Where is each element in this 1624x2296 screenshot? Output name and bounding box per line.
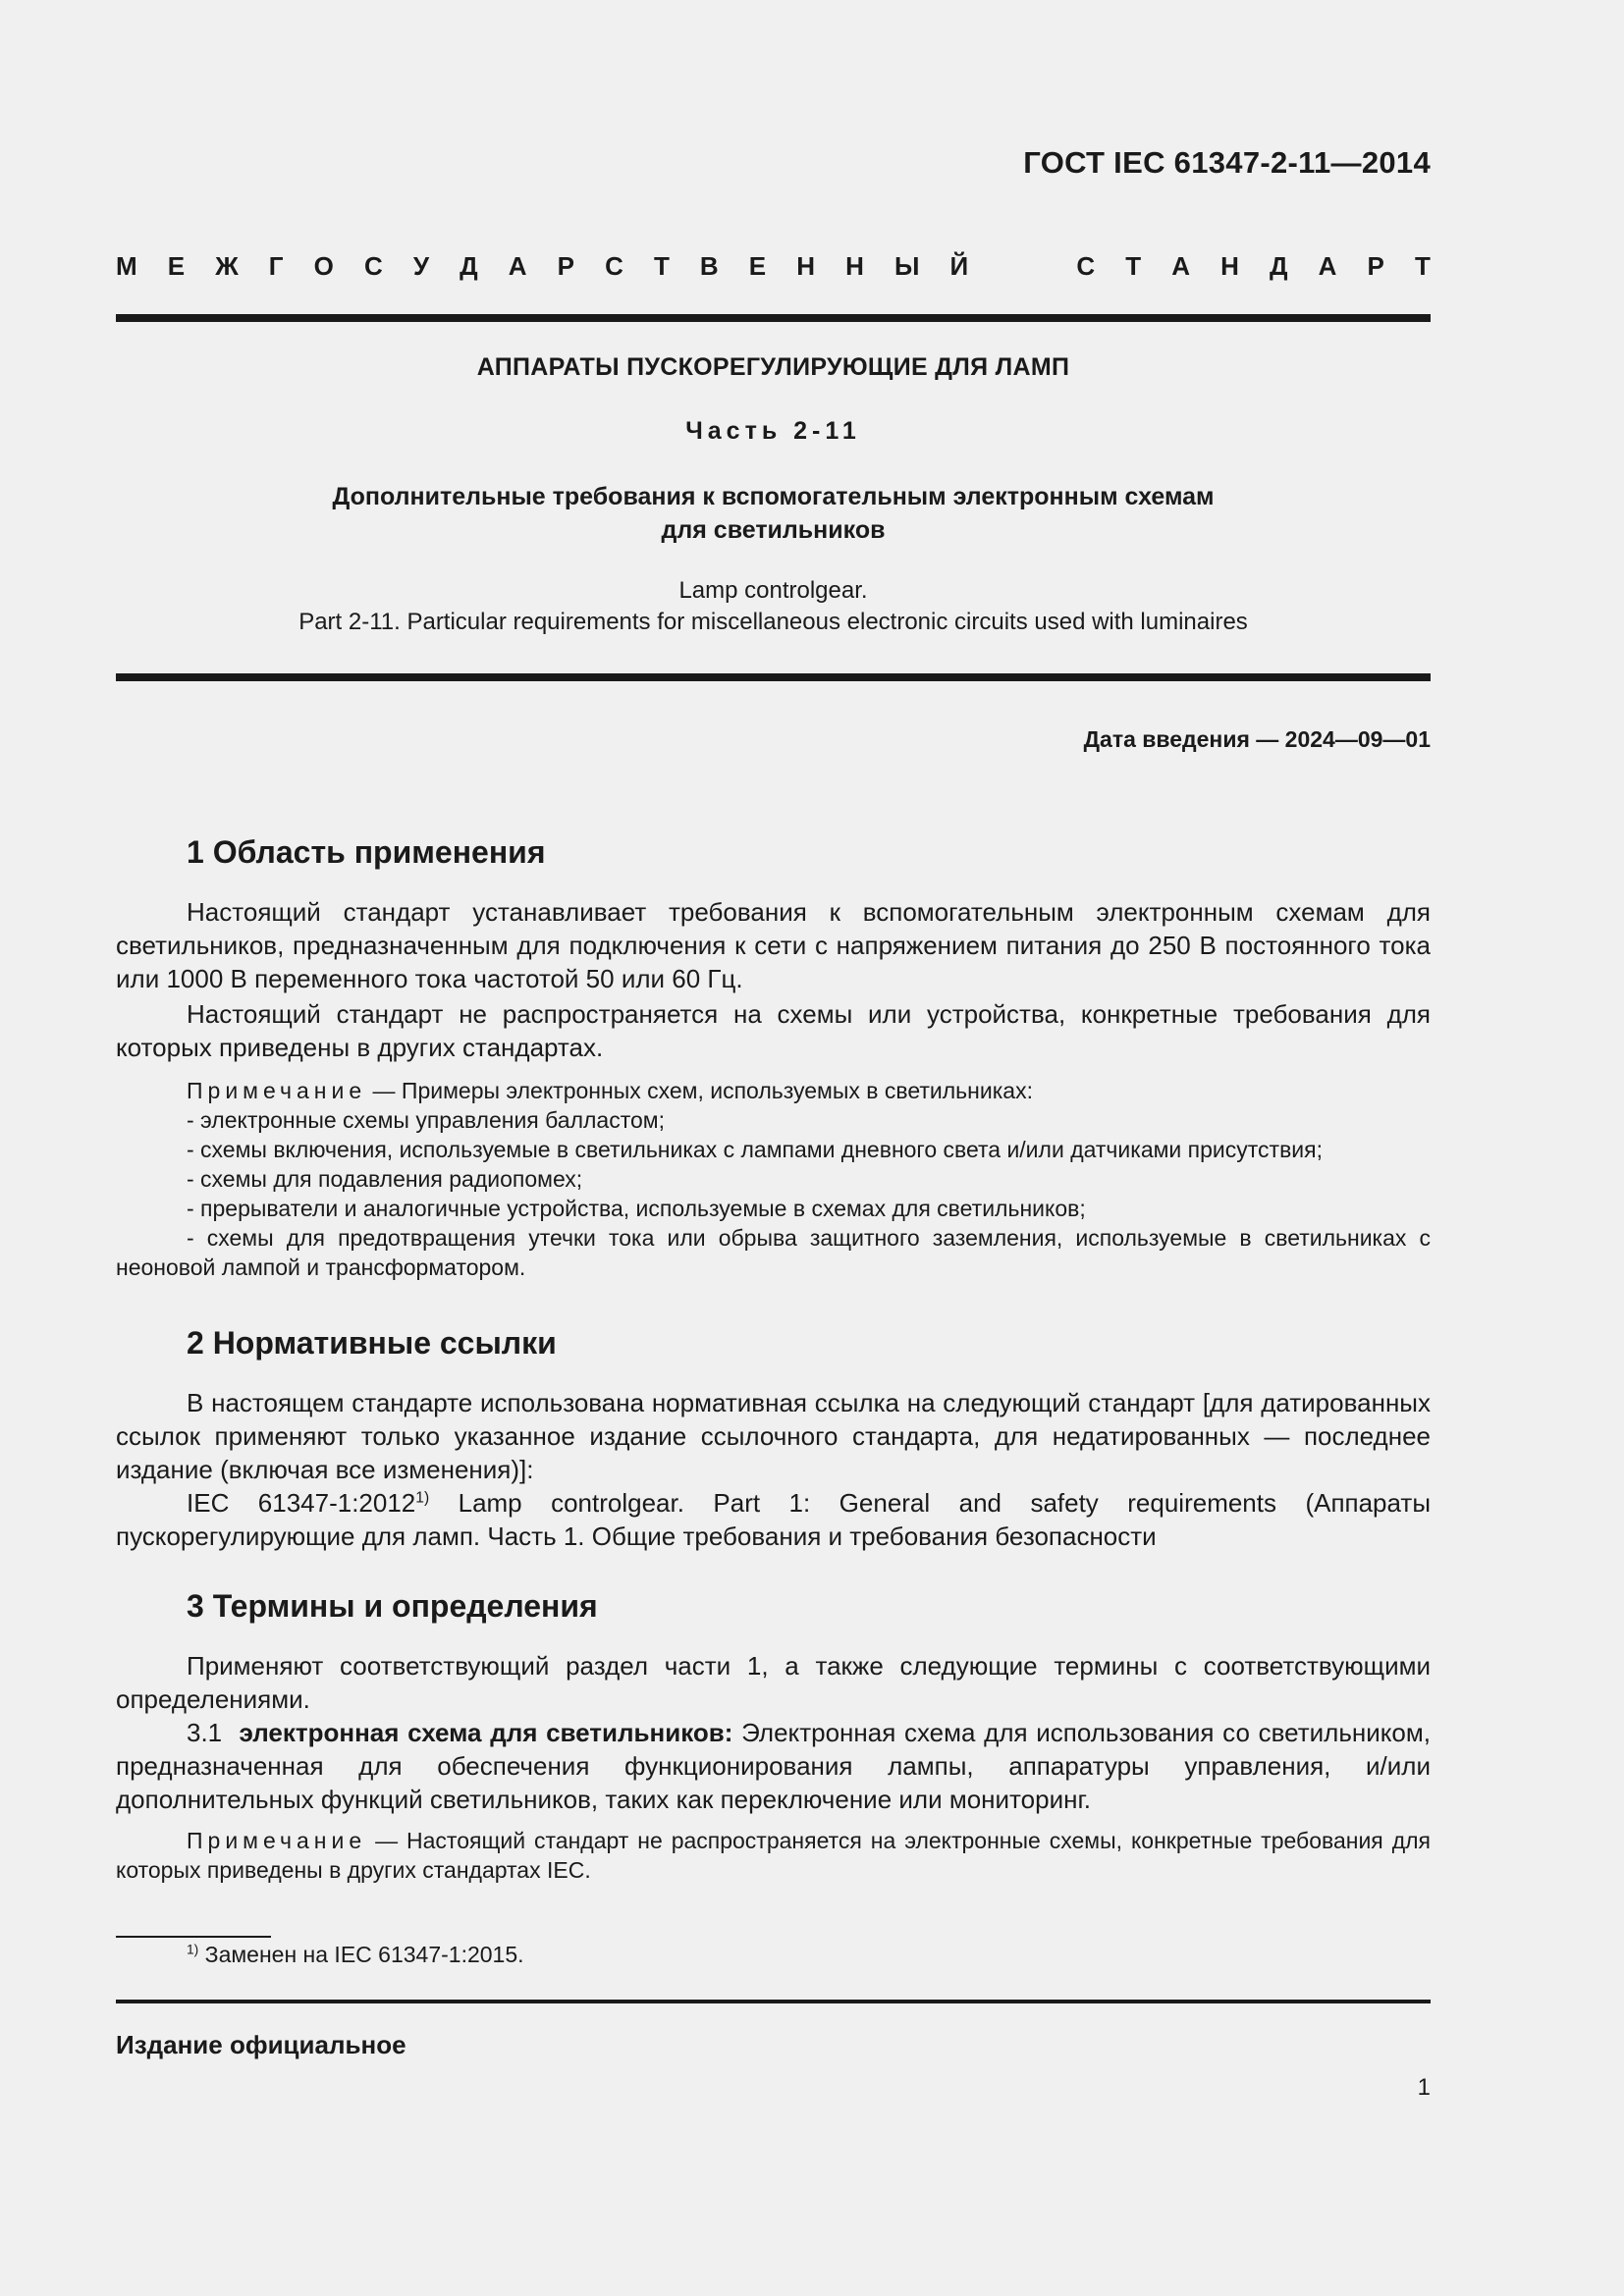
document-page (116, 0, 1431, 2296)
heading-letter: Т (653, 251, 670, 281)
footnote-divider (116, 1936, 271, 1938)
heading-letter: Е (167, 251, 186, 281)
footnote-text: Заменен на IEC 61347-1:2015. (198, 1942, 524, 1967)
heading-letter: Р (557, 251, 574, 281)
footnote-mark: 1) (415, 1489, 430, 1507)
heading-letter: Д (1270, 251, 1288, 281)
heading-letter: Т (1414, 251, 1431, 281)
note-label: Примечание (187, 1828, 367, 1853)
part-title: Часть 2-11 (685, 417, 861, 445)
reference-text: Lamp controlgear. Part 1: General and safety requirements (Аппараты пускорегулирующие для ламп. Часть 1. Общие требования и требования безопасности (116, 1488, 1432, 1551)
heading-letter: Н (796, 251, 816, 281)
heading-letter: Е (748, 251, 767, 281)
scope-paragraph-2: Настоящий стандарт не распространяется на схемы или устройства, конкретные требования для которых приведены в других стандартах. (116, 999, 1431, 1062)
note-text: — Настоящий стандарт не распространяется на электронные схемы, конкретные требования для которых приведены в других стандартах IEC. (116, 1828, 1431, 1883)
top-divider (116, 314, 1431, 322)
scope-note (116, 1076, 1431, 1282)
footnote (187, 1942, 524, 1968)
term-name: электронная схема для светильников: (239, 1718, 733, 1747)
footer-divider (116, 2000, 1431, 2003)
list-item: - прерыватели и аналогичные устройства, используемые в схемах для светильников; (187, 1196, 1086, 1221)
heading-letter: С (1076, 251, 1096, 281)
english-title-line1: Lamp controlgear. (678, 577, 868, 604)
page-number: 1 (1417, 2074, 1431, 2101)
heading-letter: А (1318, 251, 1337, 281)
document-code: ГОСТ IEC 61347-2-11—2014 (1023, 145, 1431, 180)
heading-letter: В (699, 251, 719, 281)
scope-note-head (116, 1076, 1431, 1105)
heading-letter: О (313, 251, 334, 281)
section-heading-scope: 1 Область применения (187, 834, 546, 870)
section-heading-terms: 3 Термины и определения (187, 1588, 598, 1624)
scope-paragraph-1: Настоящий стандарт устанавливает требования к вспомогательным электронным схемам для светильников, предназначенным для подключения к сети с напряжением питания до 250 В постоянного тока или 1000 В переменного тока частотой 50 или 60 Гц. (116, 897, 1431, 993)
list-item: - схемы включения, используемые в светильниках с лампами дневного света и/или датчиками присутствия; (187, 1137, 1323, 1162)
heading-letter: Ы (893, 251, 920, 281)
heading-letter: Р (1367, 251, 1384, 281)
heading-letter: Д (460, 251, 478, 281)
footnote-mark: 1) (187, 1942, 199, 1957)
subtitle (116, 481, 1431, 548)
standard-type-heading (116, 251, 1431, 282)
list-item: - схемы для подавления радиопомех; (187, 1166, 583, 1192)
term-text: Электронная схема для использования со светильником, предназначенная для обеспечения функционирования лампы, аппаратуры управления, и/или дополнительных функций светильников, таких как переключение или мониторинг. (116, 1718, 1431, 1814)
heading-letter: Н (845, 251, 864, 281)
note-text: — Примеры электронных схем, используемых в светильниках: (366, 1078, 1033, 1103)
heading-letter: Г (268, 251, 284, 281)
heading-letter: С (605, 251, 623, 281)
heading-letter: У (412, 251, 430, 281)
list-item: - схемы для предотвращения утечки тока или обрыва защитного заземления, используемые в светильниках с неоновой лампой и трансформатором. (116, 1225, 1431, 1280)
heading-letter: С (363, 251, 383, 281)
term-definition (116, 1716, 1431, 1816)
references-paragraph: В настоящем стандарте использована нормативная ссылка на следующий стандарт [для датированных ссылок применяют только указанное издание ссылочного стандарта, для недатированных — последнее издание (включая все изменения)]: (116, 1388, 1431, 1484)
heading-letter: Й (949, 251, 969, 281)
heading-letter: Ж (215, 251, 239, 281)
list-item: - электронные схемы управления балластом; (187, 1107, 665, 1133)
note-label: Примечание (187, 1078, 367, 1103)
main-title: АППАРАТЫ ПУСКОРЕГУЛИРУЮЩИЕ ДЛЯ ЛАМП (476, 353, 1070, 381)
section-heading-references: 2 Нормативные ссылки (187, 1325, 557, 1361)
official-edition: Издание официальное (116, 2030, 406, 2059)
title-divider (116, 673, 1431, 681)
heading-letter: А (508, 251, 527, 281)
english-title-line2: Part 2-11. Particular requirements for miscellaneous electronic circuits used with luminaires (298, 609, 1248, 636)
english-title (116, 575, 1431, 639)
introduction-date: Дата введения — 2024—09—01 (1083, 726, 1431, 752)
subtitle-line2: для светильников (661, 515, 886, 544)
heading-letter: А (1171, 251, 1191, 281)
reference-entry (116, 1486, 1431, 1553)
heading-letter: М (116, 251, 137, 281)
terms-note (116, 1826, 1431, 1885)
heading-letter: Т (1125, 251, 1142, 281)
reference-code: IEC 61347-1:2012 (187, 1488, 416, 1518)
terms-paragraph: Применяют соответствующий раздел части 1, а также следующие термины с соответствующими определениями. (116, 1651, 1431, 1714)
term-number: 3.1 (187, 1718, 223, 1747)
subtitle-line1: Дополнительные требования к вспомогательным электронным схемам (332, 483, 1215, 510)
heading-letter: Н (1220, 251, 1239, 281)
